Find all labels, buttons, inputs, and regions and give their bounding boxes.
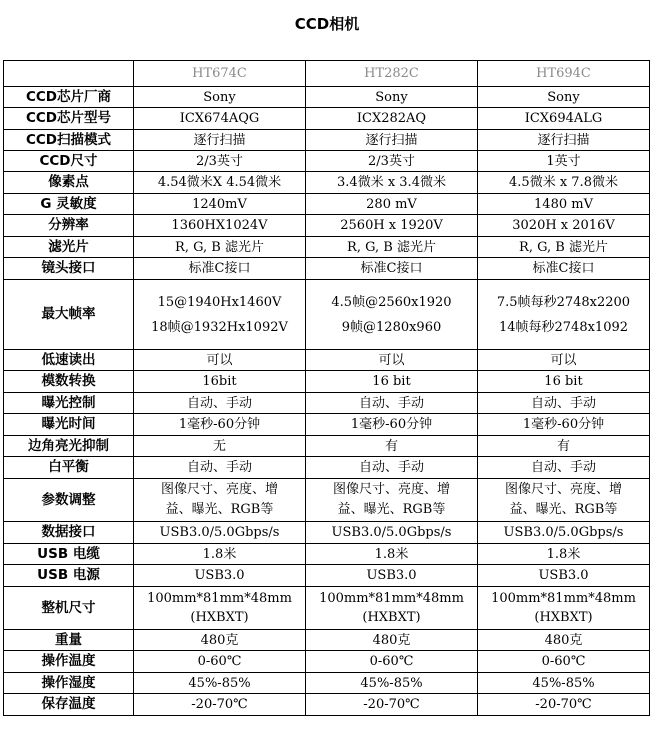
spec-value-cell <box>134 436 306 457</box>
spec-row <box>4 479 650 522</box>
spec-value-cell <box>306 393 478 414</box>
spec-value-line: 1480 mV <box>534 196 593 212</box>
spec-value-cell <box>478 651 650 673</box>
spec-value-line: ICX694ALG <box>524 111 603 126</box>
spec-value-line: 自动、手动 <box>530 395 596 411</box>
spec-value-line: 4.5微米 x 7.8微米 <box>509 175 618 190</box>
spec-label: 低速读出 <box>4 350 134 371</box>
spec-label: 白平衡 <box>4 457 134 479</box>
spec-value-line: 15@1940Hx1460V <box>157 294 282 310</box>
spec-value-line: 1毫秒-60分钟 <box>178 417 261 432</box>
spec-label: G 灵敏度 <box>4 194 134 215</box>
spec-value-line: 图像尺寸、亮度、增 <box>332 482 450 497</box>
spec-value-line: 1毫秒-60分钟 <box>522 417 605 432</box>
spec-row <box>4 694 650 716</box>
spec-row <box>4 414 650 436</box>
spec-value-cell <box>134 87 306 108</box>
spec-value-cell <box>306 436 478 457</box>
spec-value-cell <box>306 630 478 651</box>
spec-value-line: Sony <box>375 89 408 105</box>
spec-value-cell <box>134 215 306 237</box>
spec-value-line: 0-60℃ <box>541 654 586 669</box>
spec-value-cell <box>478 587 650 630</box>
header-row <box>4 61 650 87</box>
spec-row <box>4 565 650 587</box>
spec-value-line: (HXBXT) <box>190 610 249 625</box>
spec-row <box>4 194 650 215</box>
spec-value-cell <box>306 108 478 130</box>
spec-value-cell <box>478 194 650 215</box>
spec-value-line: 0-60℃ <box>197 654 242 669</box>
spec-value-cell <box>134 694 306 716</box>
spec-value-cell <box>134 630 306 651</box>
spec-value-cell <box>306 694 478 716</box>
spec-value-cell <box>478 673 650 694</box>
spec-value-line: 9帧@1280x960 <box>341 319 442 335</box>
spec-value-line: 16 bit <box>544 374 583 389</box>
spec-label: CCD扫描模式 <box>4 130 134 151</box>
header-corner-cell <box>4 61 134 87</box>
spec-value-line: 1.8米 <box>374 546 409 562</box>
spec-value-cell <box>306 215 478 237</box>
spec-value-line: (HXBXT) <box>362 610 421 625</box>
spec-value-cell <box>478 479 650 522</box>
spec-value-cell <box>134 280 306 350</box>
header-model-cell: HT282C <box>306 61 478 87</box>
spec-value-cell <box>306 522 478 544</box>
spec-value-line: R, G, B 滤光片 <box>347 239 436 255</box>
spec-value-cell <box>306 151 478 172</box>
spec-value-cell <box>478 151 650 172</box>
spec-value-cell <box>134 565 306 587</box>
spec-value-cell <box>306 587 478 630</box>
spec-row <box>4 651 650 673</box>
spec-value-line: 标准C接口 <box>188 261 251 276</box>
spec-value-cell <box>134 393 306 414</box>
spec-value-line: 45%-85% <box>532 675 595 691</box>
spec-label: CCD芯片型号 <box>4 108 134 130</box>
spec-value-line: 480克 <box>200 632 239 648</box>
spec-value-line: 可以 <box>550 352 577 368</box>
spec-label: USB 电缆 <box>4 544 134 565</box>
spec-row <box>4 87 650 108</box>
spec-value-cell <box>306 457 478 479</box>
spec-value-line: 4.54微米X 4.54微米 <box>157 175 282 190</box>
spec-value-line: USB3.0/5.0Gbps/s <box>331 525 452 540</box>
spec-value-cell <box>478 544 650 565</box>
spec-label: USB 电源 <box>4 565 134 587</box>
spec-label: 操作温度 <box>4 651 134 673</box>
spec-row <box>4 673 650 694</box>
spec-label: 数据接口 <box>4 522 134 544</box>
spec-value-line: 100mm*81mm*48mm <box>319 591 464 606</box>
spec-row <box>4 393 650 414</box>
spec-value-line: 3.4微米 x 3.4微米 <box>337 175 446 190</box>
spec-value-line: 480克 <box>544 632 583 648</box>
spec-label: 曝光控制 <box>4 393 134 414</box>
spec-value-cell <box>478 237 650 258</box>
spec-value-cell <box>134 237 306 258</box>
spec-row <box>4 350 650 371</box>
spec-label: 滤光片 <box>4 237 134 258</box>
spec-label: 边角亮光抑制 <box>4 436 134 457</box>
spec-value-line: Sony <box>203 89 236 105</box>
page-title: CCD相机 <box>294 15 360 33</box>
spec-table <box>3 60 650 716</box>
spec-value-cell <box>306 673 478 694</box>
spec-value-line: 1毫秒-60分钟 <box>350 417 433 432</box>
spec-value-cell <box>134 258 306 280</box>
spec-value-cell <box>134 673 306 694</box>
spec-value-line: 标准C接口 <box>532 261 595 276</box>
spec-value-cell <box>134 544 306 565</box>
spec-row <box>4 544 650 565</box>
spec-value-cell <box>134 350 306 371</box>
spec-label: 曝光时间 <box>4 414 134 436</box>
spec-value-line: 4.5帧@2560x1920 <box>331 294 452 310</box>
spec-value-cell <box>306 194 478 215</box>
spec-value-line: 2560H x 1920V <box>340 218 443 233</box>
spec-value-cell <box>478 522 650 544</box>
spec-value-line: 可以 <box>378 352 405 368</box>
spec-row <box>4 237 650 258</box>
spec-value-line: 3020H x 2016V <box>512 218 615 233</box>
spec-value-line: 自动、手动 <box>530 460 596 475</box>
spec-value-line: 自动、手动 <box>186 395 252 411</box>
spec-label: CCD芯片厂商 <box>4 87 134 108</box>
spec-value-cell <box>306 371 478 393</box>
spec-value-line: 1.8米 <box>546 546 581 562</box>
spec-row <box>4 258 650 280</box>
spec-label: 最大帧率 <box>4 280 134 350</box>
spec-value-line: 自动、手动 <box>186 460 252 475</box>
spec-value-cell <box>306 280 478 350</box>
spec-value-line: 18帧@1932Hx1092V <box>151 319 288 335</box>
spec-value-cell <box>478 172 650 194</box>
spec-value-cell <box>134 479 306 522</box>
spec-value-line: R, G, B 滤光片 <box>519 239 608 255</box>
spec-value-cell <box>134 108 306 130</box>
spec-value-line: 图像尺寸、亮度、增 <box>504 482 622 497</box>
spec-value-cell <box>478 414 650 436</box>
spec-value-cell <box>134 522 306 544</box>
spec-value-line: 益、曝光、RGB等 <box>509 502 618 517</box>
spec-value-cell <box>306 479 478 522</box>
spec-value-cell <box>478 565 650 587</box>
spec-value-line: 逐行扫描 <box>365 132 418 148</box>
spec-value-line: USB3.0 <box>538 568 589 583</box>
spec-value-cell <box>478 630 650 651</box>
spec-value-cell <box>306 544 478 565</box>
spec-value-line: 2/3英寸 <box>368 153 415 169</box>
spec-value-cell <box>478 130 650 151</box>
spec-value-cell <box>478 371 650 393</box>
spec-value-line: 1240mV <box>192 196 247 212</box>
spec-row <box>4 280 650 350</box>
spec-value-cell <box>134 371 306 393</box>
spec-value-line: ICX674AQG <box>179 111 260 126</box>
spec-value-line: USB3.0/5.0Gbps/s <box>503 525 624 540</box>
spec-label: 保存温度 <box>4 694 134 716</box>
spec-row <box>4 215 650 237</box>
header-model-cell: HT674C <box>134 61 306 87</box>
spec-value-cell <box>306 172 478 194</box>
spec-label: 重量 <box>4 630 134 651</box>
spec-value-line: 图像尺寸、亮度、增 <box>160 482 278 497</box>
spec-row <box>4 151 650 172</box>
spec-value-cell <box>134 151 306 172</box>
spec-value-line: -20-70℃ <box>363 697 420 712</box>
spec-value-line: 益、曝光、RGB等 <box>165 502 274 517</box>
spec-value-line: 7.5帧每秒2748x2200 <box>496 294 631 310</box>
spec-label: 操作湿度 <box>4 673 134 694</box>
spec-value-cell <box>478 393 650 414</box>
spec-value-cell <box>306 237 478 258</box>
spec-value-line: 16bit <box>202 374 237 389</box>
spec-value-cell <box>478 108 650 130</box>
spec-row <box>4 172 650 194</box>
spec-row <box>4 630 650 651</box>
spec-row <box>4 130 650 151</box>
spec-value-cell <box>478 694 650 716</box>
spec-value-cell <box>134 130 306 151</box>
spec-value-line: 有 <box>556 438 570 454</box>
spec-value-line: USB3.0 <box>366 568 417 583</box>
spec-value-cell <box>134 651 306 673</box>
spec-value-line: R, G, B 滤光片 <box>175 239 264 255</box>
spec-value-line: 0-60℃ <box>369 654 414 669</box>
spec-value-line: 可以 <box>206 352 233 368</box>
spec-value-line: 益、曝光、RGB等 <box>337 502 446 517</box>
spec-value-cell <box>306 565 478 587</box>
spec-label: 参数调整 <box>4 479 134 522</box>
spec-value-line: ICX282AQ <box>356 111 427 126</box>
spec-value-line: 有 <box>384 438 398 454</box>
spec-value-line: 100mm*81mm*48mm <box>147 591 292 606</box>
spec-row <box>4 457 650 479</box>
spec-value-line: 自动、手动 <box>358 460 424 475</box>
spec-value-cell <box>306 414 478 436</box>
spec-row <box>4 371 650 393</box>
spec-label: 分辨率 <box>4 215 134 237</box>
spec-value-cell <box>306 87 478 108</box>
spec-label: 整机尺寸 <box>4 587 134 630</box>
spec-value-cell <box>134 172 306 194</box>
spec-value-cell <box>134 457 306 479</box>
spec-value-line: USB3.0 <box>194 568 245 583</box>
spec-label: 像素点 <box>4 172 134 194</box>
spec-value-line: 2/3英寸 <box>196 153 243 169</box>
spec-label: 镜头接口 <box>4 258 134 280</box>
spec-value-line: 1.8米 <box>202 546 237 562</box>
spec-value-cell <box>306 350 478 371</box>
spec-row <box>4 522 650 544</box>
spec-value-line: Sony <box>547 89 580 105</box>
spec-value-line: 45%-85% <box>188 675 251 691</box>
spec-value-cell <box>306 651 478 673</box>
spec-value-line: -20-70℃ <box>535 697 592 712</box>
spec-value-line: 280 mV <box>366 196 417 212</box>
spec-value-cell <box>478 87 650 108</box>
spec-value-line: 1360HX1024V <box>171 218 268 233</box>
spec-value-cell <box>478 457 650 479</box>
spec-value-line: 480克 <box>372 632 411 648</box>
spec-value-cell <box>478 350 650 371</box>
spec-value-cell <box>134 414 306 436</box>
spec-value-line: 100mm*81mm*48mm <box>491 591 636 606</box>
spec-value-cell <box>478 436 650 457</box>
spec-value-line: USB3.0/5.0Gbps/s <box>159 525 280 540</box>
spec-value-line: 14帧每秒2748x1092 <box>498 319 629 335</box>
spec-value-cell <box>478 215 650 237</box>
spec-label: 模数转换 <box>4 371 134 393</box>
spec-row <box>4 436 650 457</box>
spec-label: CCD尺寸 <box>4 151 134 172</box>
spec-row <box>4 587 650 630</box>
spec-value-cell <box>478 280 650 350</box>
spec-value-line: (HXBXT) <box>534 610 593 625</box>
spec-value-cell <box>306 130 478 151</box>
spec-value-cell <box>306 258 478 280</box>
spec-table-body <box>4 61 650 716</box>
spec-value-cell <box>478 258 650 280</box>
spec-value-line: -20-70℃ <box>191 697 248 712</box>
header-model-cell: HT694C <box>478 61 650 87</box>
spec-value-cell <box>134 587 306 630</box>
spec-value-line: 自动、手动 <box>358 395 424 411</box>
spec-value-line: 标准C接口 <box>360 261 423 276</box>
spec-value-line: 45%-85% <box>360 675 423 691</box>
spec-value-line: 16 bit <box>372 374 411 389</box>
spec-row <box>4 108 650 130</box>
spec-value-line: 逐行扫描 <box>193 132 246 148</box>
spec-value-line: 无 <box>212 438 226 454</box>
spec-value-line: 1英寸 <box>546 153 581 169</box>
spec-value-line: 逐行扫描 <box>537 132 590 148</box>
spec-value-cell <box>134 194 306 215</box>
